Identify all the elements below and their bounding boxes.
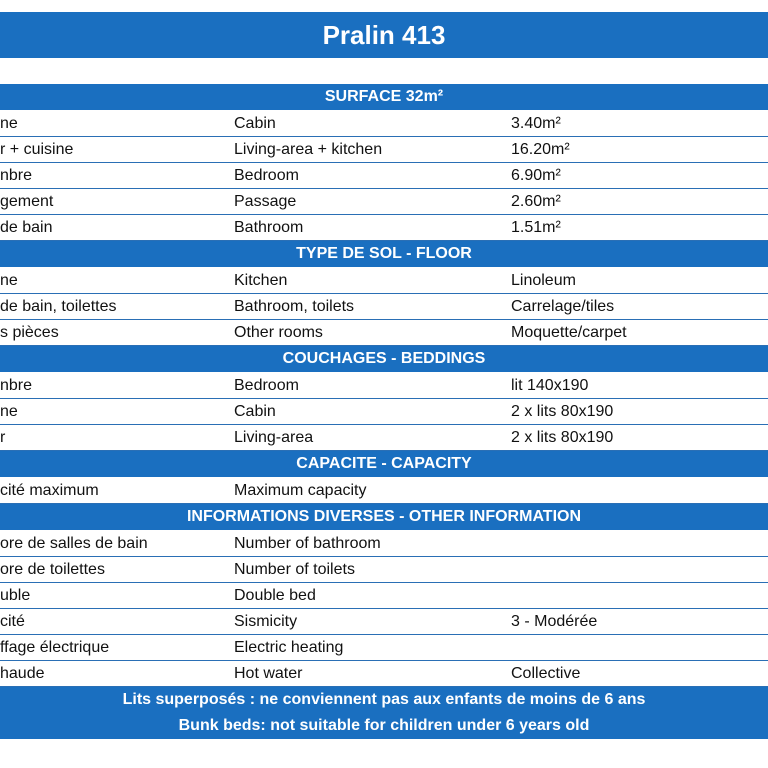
row-label-en: Bathroom, toilets: [234, 298, 355, 315]
row-value: 2 x lits 80x190: [511, 403, 614, 420]
section-heading-text: COUCHAGES - BEDDINGS: [282, 350, 486, 367]
table-row: [0, 583, 768, 609]
section-heading: [0, 504, 768, 531]
row-label-en: Number of toilets: [234, 561, 355, 578]
row-value: 3.40m²: [511, 115, 561, 132]
row-label-en: Hot water: [234, 665, 303, 682]
row-value: 16.20m²: [511, 141, 570, 158]
table-row: [0, 557, 768, 583]
table-row: [0, 294, 768, 320]
table-row: [0, 268, 768, 294]
section-heading-text: CAPACITE - CAPACITY: [296, 455, 472, 472]
footer-note-text: Bunk beds: not suitable for children under 6 years old: [178, 717, 590, 734]
table-row: [0, 661, 768, 687]
table-row: [0, 531, 768, 557]
row-label-fr: ffage électrique: [0, 639, 110, 656]
row-label-fr: nbre: [0, 167, 33, 184]
row-value: 2 x lits 80x190: [511, 429, 614, 446]
table-row: [0, 215, 768, 241]
footer-note: [0, 713, 768, 739]
section-heading: [0, 84, 768, 111]
row-label-en: Passage: [234, 193, 297, 210]
row-label-fr: nbre: [0, 377, 33, 394]
row-label-en: Bathroom: [234, 219, 304, 236]
row-label-fr: r: [0, 429, 6, 446]
row-value: lit 140x190: [511, 377, 589, 394]
table-row: [0, 111, 768, 137]
section-heading: [0, 346, 768, 373]
row-label-fr: ne: [0, 115, 18, 132]
page-title: [0, 12, 768, 58]
row-label-fr: cité: [0, 613, 25, 630]
row-label-fr: s pièces: [0, 324, 59, 341]
row-label-en: Kitchen: [234, 272, 288, 289]
footer-note-text: Lits superposés : ne conviennent pas aux enfants de moins de 6 ans: [122, 691, 646, 708]
row-label-en: Electric heating: [234, 639, 344, 656]
row-label-fr: gement: [0, 193, 54, 210]
row-label-en: Number of bathroom: [234, 535, 381, 552]
row-label-en: Maximum capacity: [234, 482, 367, 499]
row-label-en: Cabin: [234, 115, 276, 132]
page-title-text: Pralin 413: [322, 19, 446, 50]
row-value: Linoleum: [511, 272, 576, 289]
table-row: [0, 163, 768, 189]
row-label-en: Cabin: [234, 403, 276, 420]
row-label-fr: haude: [0, 665, 45, 682]
row-label-fr: ore de salles de bain: [0, 535, 148, 552]
row-value: 2.60m²: [511, 193, 561, 210]
row-label-en: Living-area: [234, 429, 314, 446]
row-label-fr: r + cuisine: [0, 141, 74, 158]
row-label-en: Bedroom: [234, 377, 299, 394]
row-label-fr: ne: [0, 403, 18, 420]
table-row: [0, 635, 768, 661]
table-row: [0, 425, 768, 451]
row-value: Moquette/carpet: [511, 324, 627, 341]
table-row: [0, 399, 768, 425]
row-label-en: Double bed: [234, 587, 316, 604]
table-row: [0, 189, 768, 215]
table-row: [0, 609, 768, 635]
table-row: [0, 478, 768, 504]
row-label-fr: uble: [0, 587, 31, 604]
section-heading: [0, 241, 768, 268]
table-row: [0, 137, 768, 163]
footer-note: [0, 687, 768, 713]
row-value: 1.51m²: [511, 219, 561, 236]
row-label-fr: de bain: [0, 219, 53, 236]
row-label-fr: ne: [0, 272, 18, 289]
table-row: [0, 320, 768, 346]
row-label-en: Living-area + kitchen: [234, 141, 383, 158]
row-label-fr: de bain, toilettes: [0, 298, 117, 315]
section-heading-text: INFORMATIONS DIVERSES - OTHER INFORMATION: [186, 508, 582, 525]
row-label-fr: ore de toilettes: [0, 561, 105, 578]
row-label-fr: cité maximum: [0, 482, 99, 499]
row-label-en: Other rooms: [234, 324, 323, 341]
section-heading-text: SURFACE 32m²: [324, 88, 444, 105]
row-value: 3 - Modérée: [511, 613, 598, 630]
row-value: Carrelage/tiles: [511, 298, 615, 315]
row-value: Collective: [511, 665, 581, 682]
info-table: [0, 84, 768, 739]
row-value: 6.90m²: [511, 167, 561, 184]
table-row: [0, 373, 768, 399]
row-label-en: Bedroom: [234, 167, 299, 184]
section-heading: [0, 451, 768, 478]
row-label-en: Sismicity: [234, 613, 298, 630]
section-heading-text: TYPE DE SOL - FLOOR: [296, 245, 472, 262]
